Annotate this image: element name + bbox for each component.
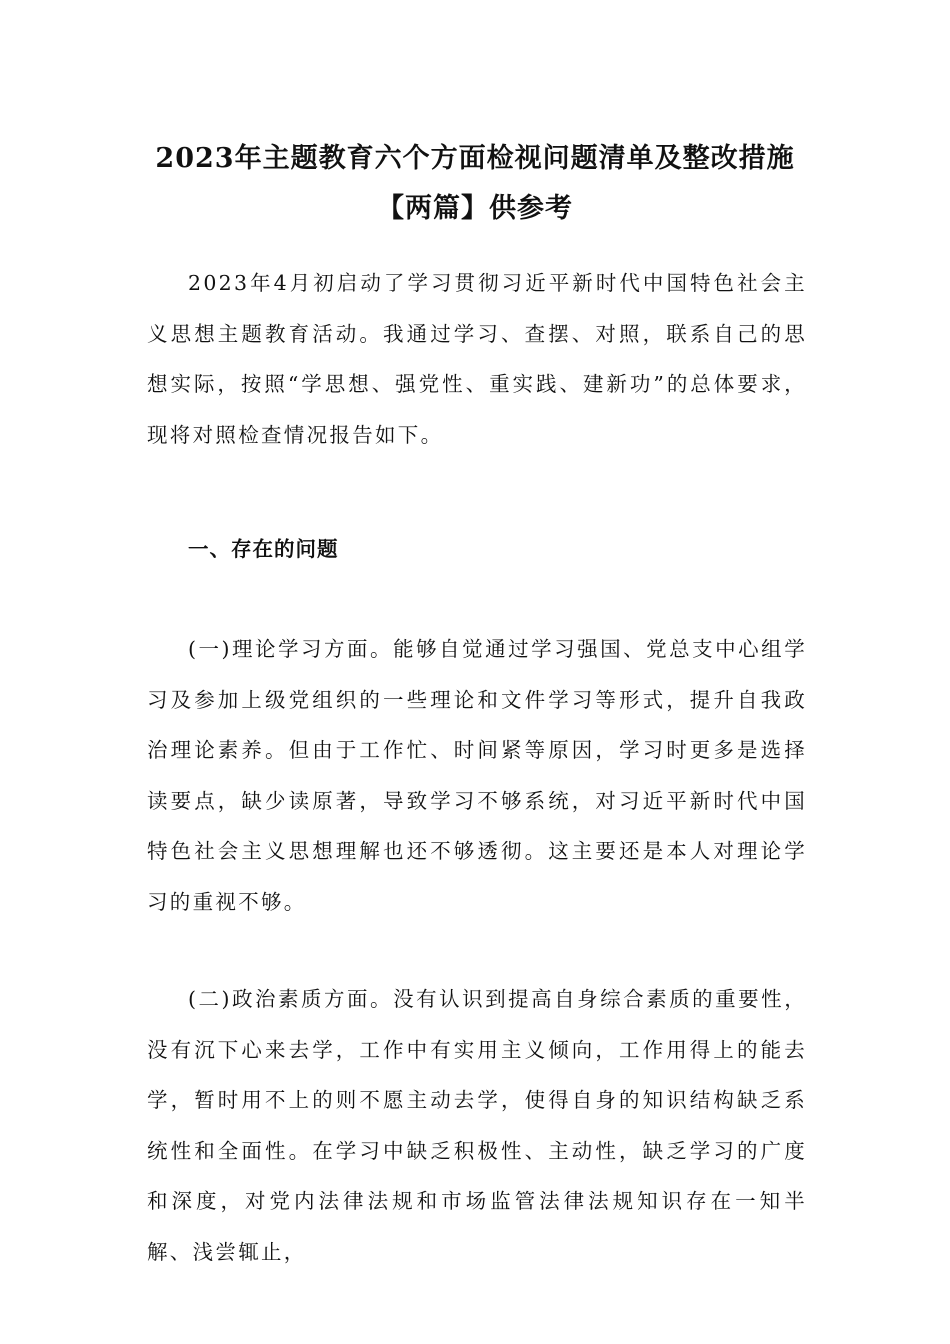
intro-paragraph: 2023年4月初启动了学习贯彻习近平新时代中国特色社会主义思想主题教育活动。我通过学习、查摆、对照，联系自己的思想实际，按照“学思想、强党性、重实践、建新功”的总体要求，现将对照检查情况报告如下。 xyxy=(147,271,807,447)
paragraph-political-quality: (二)政治素质方面。没有认识到提高自身综合素质的重要性，没有沉下心来去学，工作中有实用主义倾向，工作用得上的能去学，暂时用不上的则不愿主动去学，使得自身的知识结构缺乏系统性和全面性。在学习中缺乏积极性、主动性，缺乏学习的广度和深度，对党内法律法规和市场监管法律法规知识存在一知半解、浅尝辄止， xyxy=(147,987,807,1264)
document-title-line-2: 【两篇】供参考 xyxy=(377,193,573,224)
paragraph-theory-study: (一)理论学习方面。能够自觉通过学习强国、党总支中心组学习及参加上级党组织的一些理论和文件学习等形式，提升自我政治理论素养。但由于工作忙、时间紧等原因，学习时更多是选择读要点，缺少读原著，导致学习不够系统，对习近平新时代中国特色社会主义思想理解也还不够透彻。这主要还是本人对理论学习的重视不够。 xyxy=(147,637,807,914)
document-title-line-1: 2023年主题教育六个方面检视问题清单及整改措施 xyxy=(155,143,795,174)
section-heading: 一、存在的问题 xyxy=(188,537,339,561)
